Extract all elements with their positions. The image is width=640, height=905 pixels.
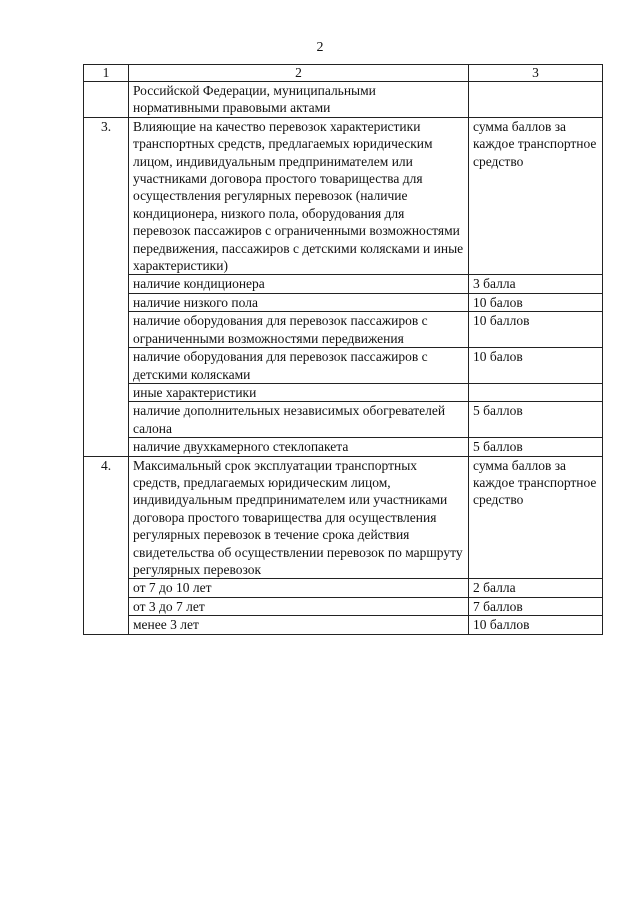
column-header-2: 2	[129, 65, 469, 82]
score-cell: 5 баллов	[469, 402, 603, 438]
row-number: 4.	[100, 457, 112, 473]
criterion-text-cell: наличие дополнительных независимых обогревателей салона	[129, 402, 469, 438]
table-row	[84, 402, 603, 438]
criteria-table	[83, 64, 603, 635]
table-row	[84, 293, 603, 311]
score-cell: 10 баллов	[469, 616, 603, 634]
table-row	[84, 456, 603, 579]
table-row	[84, 348, 603, 384]
score-cell: сумма баллов за каждое транспортное средство	[469, 456, 603, 579]
criterion-text-cell: Российской Федерации, муниципальными нормативными правовыми актами	[129, 82, 469, 118]
score-cell: 7 баллов	[469, 597, 603, 615]
score-cell: 2 балла	[469, 579, 603, 597]
row-number: 3.	[100, 118, 112, 134]
criterion-text-cell: от 7 до 10 лет	[129, 579, 469, 597]
table-row	[84, 82, 603, 118]
table-row	[84, 616, 603, 634]
criterion-text-cell: наличие кондиционера	[129, 275, 469, 293]
table-row	[84, 275, 603, 293]
table-row	[84, 383, 603, 401]
table-row	[84, 117, 603, 275]
score-cell	[469, 82, 603, 118]
criterion-text-cell: менее 3 лет	[129, 616, 469, 634]
score-cell: 5 баллов	[469, 438, 603, 456]
table-row	[84, 597, 603, 615]
criterion-text-cell: наличие двухкамерного стеклопакета	[129, 438, 469, 456]
score-cell: сумма баллов за каждое транспортное средство	[469, 117, 603, 275]
table-header-row	[84, 65, 603, 82]
score-cell: 10 балов	[469, 348, 603, 384]
score-cell: 10 баллов	[469, 312, 603, 348]
criterion-text-cell: Максимальный срок эксплуатации транспортных средств, предлагаемых юридическим лицом, индивидуальным предпринимателем или участниками договора простого товарищества для осуществления регулярных перевозок в течение срока действия свидетельства об осуществлении перевозок по маршруту регулярных перевозок	[129, 456, 469, 579]
table-row	[84, 438, 603, 456]
column-header-1: 1	[84, 65, 129, 82]
criterion-text-cell: наличие оборудования для перевозок пассажиров с детскими колясками	[129, 348, 469, 384]
column-header-3: 3	[469, 65, 603, 82]
row-number-cell	[84, 456, 129, 634]
criterion-text-cell: от 3 до 7 лет	[129, 597, 469, 615]
score-cell: 10 балов	[469, 293, 603, 311]
row-number-cell	[84, 82, 129, 118]
score-cell: 3 балла	[469, 275, 603, 293]
criterion-text-cell: Влияющие на качество перевозок характеристики транспортных средств, предлагаемых юридическим лицом, индивидуальным предпринимателем или участниками договора простого товарищества для осуществления регулярных перевозок (наличие кондиционера, низкого пола, оборудования для перевозок пассажиров с ограниченными возможностями передвижения, пассажиров с детскими колясками и иные характеристики)	[129, 117, 469, 275]
table-row	[84, 312, 603, 348]
page-number: 2	[316, 40, 324, 55]
criterion-text-cell: наличие низкого пола	[129, 293, 469, 311]
criterion-text-cell: иные характеристики	[129, 383, 469, 401]
criterion-text-cell: наличие оборудования для перевозок пассажиров с ограниченными возможностями передвижения	[129, 312, 469, 348]
score-cell	[469, 383, 603, 401]
row-number-cell	[84, 117, 129, 456]
table-row	[84, 579, 603, 597]
